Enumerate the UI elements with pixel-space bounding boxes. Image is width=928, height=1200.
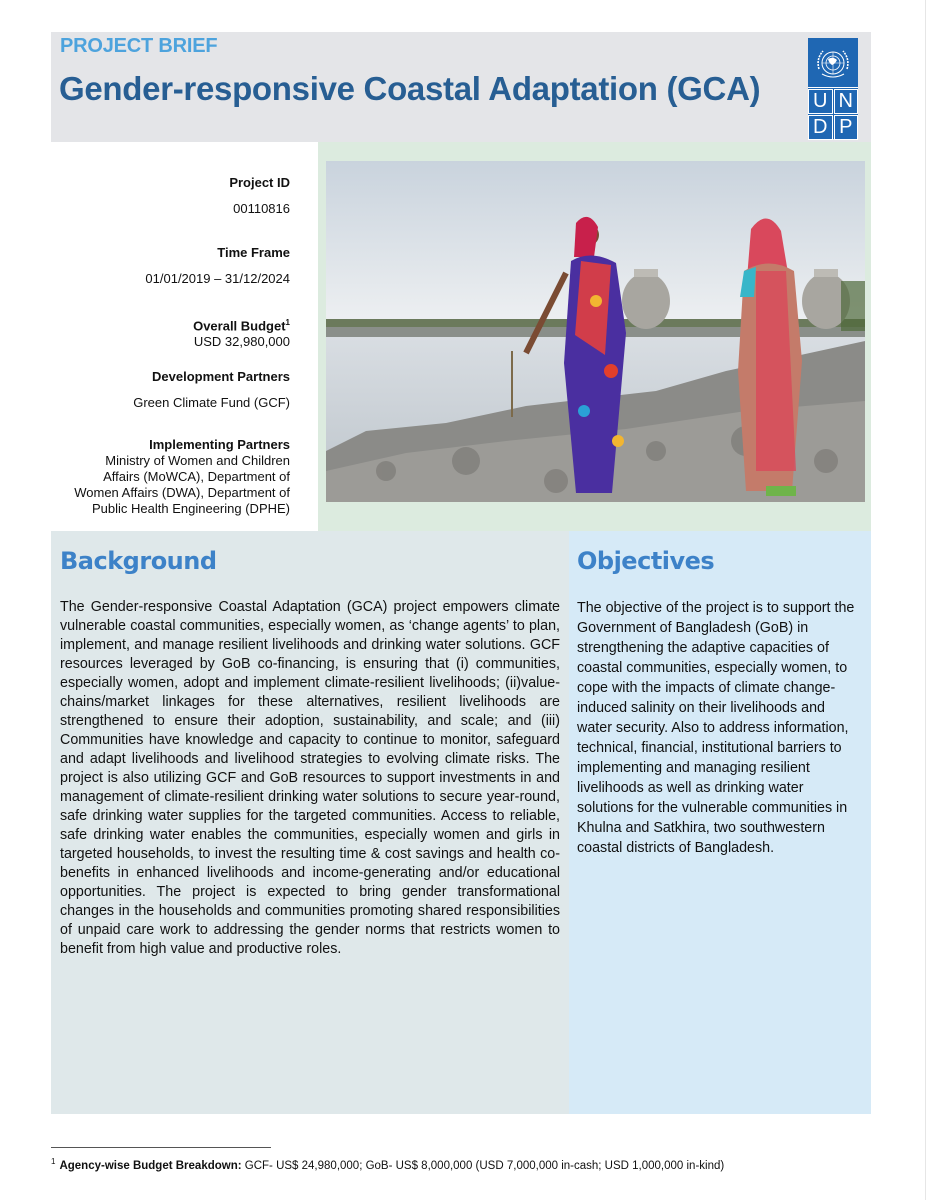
overall-budget-label-text: Overall Budget <box>193 318 286 334</box>
implementing-partners-block <box>74 437 290 517</box>
project-id-value: 00110816 <box>233 201 290 216</box>
overall-budget-block <box>193 315 290 350</box>
footnote-text: GCF- US$ 24,980,000; GoB- US$ 8,000,000 (USD 7,000,000 in-cash; USD 1,000,000 in-kind) <box>241 1159 725 1172</box>
overall-budget-label <box>193 315 290 334</box>
objectives-heading: Objectives <box>577 547 715 575</box>
logo-letter-d: D <box>808 115 833 140</box>
objectives-text: The objective of the project is to support the Government of Bangladesh (GoB) in strengthening the adaptive capacities of coastal communities, especially women, to cope with the impacts of climate change-induced salinity on their livelihoods and water security. Also to address information, technical, financial, institutional barriers to implementing and managing resilient livelihoods as well as drinking water solutions for the vulnerable communities in Khulna and Satkhira, two southwestern coastal districts of Bangladesh. <box>577 600 855 856</box>
time-frame-value: 01/01/2019 – 31/12/2024 <box>145 271 290 286</box>
implementing-partners-label: Implementing Partners <box>149 437 290 452</box>
women-carrying-water-photo <box>326 161 865 502</box>
page-edge <box>925 0 926 1200</box>
project-id-block <box>229 175 290 217</box>
implementing-partners-line: Affairs (MoWCA), Department of <box>103 469 290 484</box>
photo-panel <box>318 142 871 531</box>
project-id-label: Project ID <box>229 175 290 190</box>
project-info-sidebar <box>51 142 318 531</box>
un-emblem-icon <box>808 38 858 88</box>
background-text: The Gender-responsive Coastal Adaptation (GCA) project empowers climate vulnerable coastal communities, especially women, as ‘change agents’ to plan, implement, and manage resilient livelihoods and drinking water solutions. GCF resources leveraged by GoB co-financing, is ensuring that (i) communities, especially women, adopt and implement climate-resilient livelihoods; (ii)value-chains/market linkages for these alternatives, resilient livelihoods are strengthened to ensure their adoption, sustainability, and scale; and (iii) Communities have knowledge and capacity to continue to monitor, safeguard and adapt livelihoods and livelihood strategies to evolving climate risks. The project is also utilizing GCF and GoB resources to support investments in and management of climate-resilient drinking water solutions to secure year-round, safe drinking water supplies for the targeted communities. Access to reliable, safe drinking water enables the communities, especially women and girls in targeted households, to invest the resulting time & cost savings and health co-benefits in enhanced livelihoods and income-generating and/or educational opportunities. The project is expected to bring gender transformational changes in the households and communities promoting shared responsibilities of unpaid care work to addressing the gender norms that restricts women to benefit from high value and productive roles. <box>60 599 560 957</box>
document-title: Gender-responsive Coastal Adaptation (GCA) <box>59 70 761 107</box>
undp-logo <box>808 38 858 139</box>
development-partners-label: Development Partners <box>152 369 290 384</box>
logo-letter-u: U <box>808 89 833 114</box>
background-heading: Background <box>60 547 217 575</box>
document-kicker: PROJECT BRIEF <box>60 35 218 57</box>
background-section <box>51 531 569 1114</box>
logo-letter-n: N <box>834 89 859 114</box>
implementing-partners-line: Women Affairs (DWA), Department of <box>74 485 290 500</box>
footnote <box>51 1157 724 1172</box>
objectives-section <box>569 531 871 1114</box>
implementing-partners-line: Ministry of Women and Children <box>105 453 290 468</box>
development-partners-value: Green Climate Fund (GCF) <box>133 395 290 410</box>
header-banner <box>51 32 871 142</box>
footnote-label: Agency-wise Budget Breakdown: <box>59 1159 242 1172</box>
footnote-marker: 1 <box>51 1157 56 1166</box>
overall-budget-value: USD 32,980,000 <box>193 334 290 350</box>
logo-letter-p: P <box>834 115 859 140</box>
footnote-divider <box>51 1147 271 1148</box>
time-frame-label: Time Frame <box>217 245 290 260</box>
development-partners-block <box>133 369 290 411</box>
footnote-ref[interactable]: 1 <box>285 318 290 327</box>
time-frame-block <box>145 245 290 287</box>
implementing-partners-line: Public Health Engineering (DPHE) <box>92 501 290 516</box>
